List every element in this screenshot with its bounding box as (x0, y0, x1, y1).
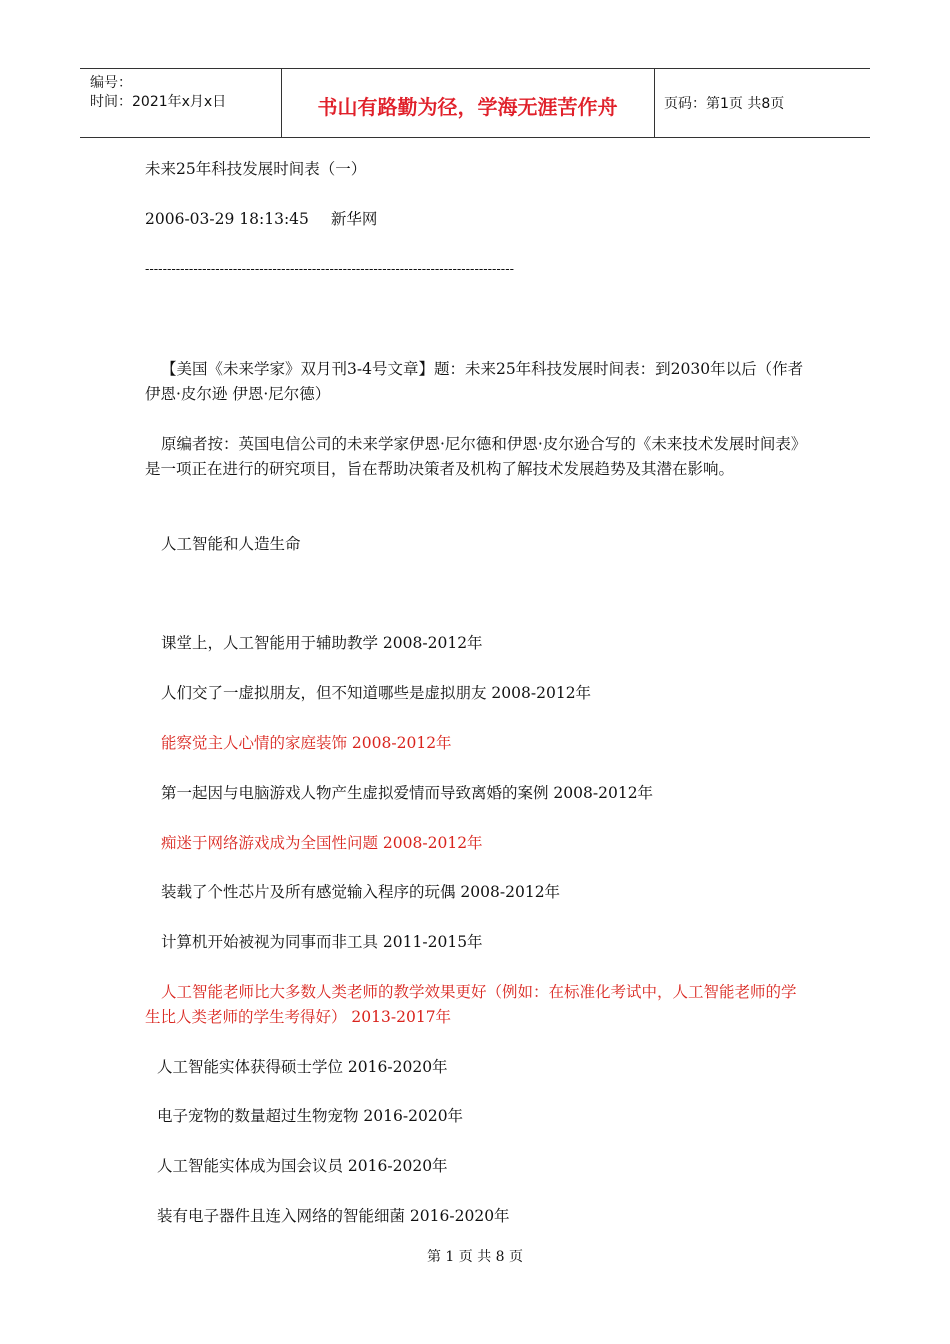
document-header (80, 68, 870, 138)
list-item-highlighted: 人工智能老师比大多数人类老师的教学效果更好（例如：在标准化考试中，人工智能老师的学生比人类老师的学生考得好） 2013-2017年 (145, 983, 797, 1026)
list-item-highlighted: 痴迷于网络游戏成为全国性问题 2008-2012年 (161, 834, 483, 852)
header-info-cell (80, 69, 282, 137)
list-item: 人工智能实体获得硕士学位 2016-2020年 (157, 1058, 448, 1076)
motto: 书山有路勤为径，学海无涯苦作舟 (317, 95, 618, 119)
list-item: 人工智能实体成为国会议员 2016-2020年 (157, 1157, 448, 1175)
article-source: 新华网 (330, 210, 378, 228)
time-label: 时间：2021年x月x日 (90, 94, 227, 110)
article-title: 未来25年科技发展时间表（一） (145, 160, 367, 178)
separator-line: ------------------------------------------------------------------------------------ (145, 262, 514, 277)
article-meta (145, 207, 810, 232)
article-date: 2006-03-29 18:13:45 (145, 210, 309, 228)
list-item: 计算机开始被视为同事而非工具 2011-2015年 (161, 933, 483, 951)
list-item: 装载了个性芯片及所有感觉输入程序的玩偶 2008-2012年 (161, 883, 561, 901)
list-item: 人们交了一虚拟朋友，但不知道哪些是虚拟朋友 2008-2012年 (161, 684, 592, 702)
section-heading: 人工智能和人造生命 (161, 535, 301, 553)
page-code: 页码：第1页 共8页 (664, 96, 785, 112)
list-item: 课堂上，人工智能用于辅助教学 2008-2012年 (161, 634, 483, 652)
header-motto-cell (281, 69, 655, 137)
list-item: 装有电子器件且连入网络的智能细菌 2016-2020年 (157, 1207, 510, 1225)
list-item: 第一起因与电脑游戏人物产生虚拟爱情而导致离婚的案例 2008-2012年 (161, 784, 654, 802)
list-item: 电子宠物的数量超过生物宠物 2016-2020年 (157, 1107, 464, 1125)
list-item-highlighted: 能察觉主人心情的家庭装饰 2008-2012年 (161, 734, 452, 752)
lead-paragraph: 【美国《未来学家》双月刊3-4号文章】题：未来25年科技发展时间表：到2030年以后（作者 伊恩·皮尔逊 伊恩·尼尔德） (145, 360, 804, 403)
editor-note: 原编者按：英国电信公司的未来学家伊恩·尼尔德和伊恩·皮尔逊合写的《未来技术发展时间表》是一项正在进行的研究项目，旨在帮助决策者及机构了解技术发展趋势及其潜在影响。 (145, 435, 807, 478)
page-footer: 第 1 页 共 8 页 (426, 1249, 524, 1265)
header-page-cell (654, 69, 870, 137)
code-label: 编号： (90, 75, 132, 91)
